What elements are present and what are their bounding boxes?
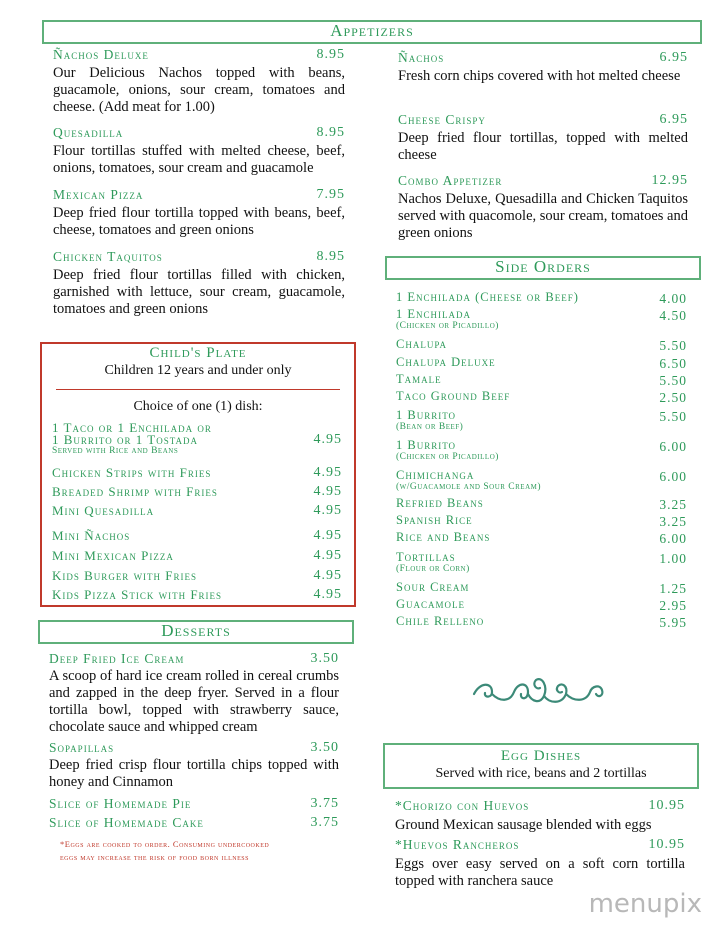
childs-plate-divider [56,389,340,390]
side-item-price: 4.00 [659,291,687,306]
kids-item-line: 1 Taco or 1 Enchilada or [52,420,212,435]
egg-dishes-subtitle: Served with rice, beans and 2 tortillas [435,766,647,781]
item-name: Sopapillas [49,740,115,755]
item-price: 8.95 [316,125,345,140]
side-item-price: 6.00 [659,531,687,546]
item-price: 4.95 [313,528,342,543]
side-item-price: 3.25 [659,514,687,529]
item-description: Flour tortillas stuffed with melted cheese, beef, onions, tomatoes, sour cream and guacamole [53,143,345,176]
egg-warning-note: *Eggs are cooked to order. Consuming undercooked [60,839,270,849]
swirl-ornament-icon [470,668,610,714]
item-price: 10.95 [648,798,685,813]
side-item-price: 6.00 [659,439,687,454]
kids-item-name: Chicken Strips with Fries [52,465,212,480]
item-description: Nachos Deluxe, Quesadilla and Chicken Taquitos served with quacomole, sour cream, tomatoes and green onions [398,191,688,241]
side-item-name: Spanish Rice [396,513,473,527]
side-item-name: Rice and Beans [396,530,491,544]
side-item-price: 6.50 [659,356,687,371]
side-item-price: 2.50 [659,390,687,405]
item-description: A scoop of hard ice cream rolled in cereal crumbs and zapped in the deep fryer. Served in a flour tortilla bowl, topped with strawberry sauce, chocolate sauce and whipped cream [49,668,339,735]
egg-dishes-title: Egg Dishes [500,748,582,764]
item-price: 4.95 [313,484,342,499]
childs-plate-title: Child's Plate [149,345,247,361]
kids-item-name: Mini Quesadilla [52,503,155,518]
item-description: Deep fried flour tortillas filled with chicken, garnished with lettuce, sour cream, guacamole, tomatoes and green onions [53,267,345,317]
item-price: 4.95 [313,587,342,602]
side-item-name: 1 Burrito [396,438,457,452]
side-item-name: 1 Burrito [396,408,457,422]
kids-item-name: Kids Burger with Fries [52,568,198,583]
item-name: Deep Fried Ice Cream [49,651,185,666]
item-description: Deep fried flour tortillas, topped with melted cheese [398,130,688,163]
kids-item-name: Mini Ñachos [52,528,131,543]
side-orders-title: Side Orders [495,257,591,276]
appetizers-title: Appetizers [330,21,414,40]
item-price: 4.95 [313,432,342,447]
item-description: Deep fried crisp flour tortilla chips topped with honey and Cinnamon [49,757,339,790]
side-item-name: 1 Enchilada [396,307,472,321]
item-price: 10.95 [648,837,685,852]
side-item-sub: (Chicken or Picadillo) [396,452,499,462]
item-name: Mexican Pizza [53,187,144,202]
side-item-sub: (Chicken or Picadillo) [396,321,499,331]
childs-plate-choice: Choice of one (1) dish: [133,399,263,414]
side-item-name: Tamale [396,372,442,386]
side-item-sub: (Bean or Beef) [396,422,464,432]
item-price: 4.95 [313,548,342,563]
kids-item-name: Breaded Shrimp with Fries [52,484,218,499]
item-description: Fresh corn chips covered with hot melted cheese [398,68,681,84]
item-price: 6.95 [659,50,688,65]
side-item-name: Refried Beans [396,496,484,510]
side-item-price: 3.25 [659,497,687,512]
item-price: 12.95 [651,173,688,188]
kids-item-line: 1 Burrito or 1 Tostada [52,432,198,447]
childs-plate-subtitle: Children 12 years and under only [104,363,292,378]
side-item-name: Chalupa Deluxe [396,355,496,369]
side-item-price: 5.50 [659,338,687,353]
item-price: 4.95 [313,503,342,518]
side-item-price: 1.00 [659,551,687,566]
item-price: 4.95 [313,465,342,480]
side-item-name: Chimichanga [396,468,475,482]
item-price: 4.95 [313,568,342,583]
side-item-name: Chile Relleno [396,614,485,628]
side-item-name: 1 Enchilada (Cheese or Beef) [396,290,579,304]
item-description: Our Delicious Nachos topped with beans, guacamole, onions, sour cream, tomatoes and cheese. (Add meat for 1.00) [53,65,345,115]
side-item-name: Chalupa [396,337,448,351]
side-item-price: 2.95 [659,598,687,613]
side-item-sub: (w/Guacamole and Sour Cream) [396,482,542,492]
item-price: 6.95 [659,112,688,127]
item-name: Chicken Taquitos [53,249,163,264]
item-description: Deep fried flour tortilla topped with beans, beef, cheese, tomatoes and green onions [53,205,345,238]
item-description: Ground Mexican sausage blended with eggs [395,817,652,833]
side-orders-list [396,291,687,631]
kids-item [52,420,342,460]
item-description: Eggs over easy served on a soft corn tortilla topped with ranchera sauce [395,856,685,889]
side-item-price: 1.25 [659,581,687,596]
side-item-price: 5.50 [659,409,687,424]
side-item-sub: (Flour or Corn) [396,564,470,574]
item-name: *Chorizo con Huevos [395,798,530,813]
item-name: Slice of Homemade Cake [49,815,204,830]
kids-item-sub: Served with Rice and Beans [52,446,179,456]
item-price: 3.75 [310,796,339,811]
kids-item-name: Kids Pizza Stick with Fries [52,587,223,602]
side-item-price: 6.00 [659,469,687,484]
egg-warning-note: eggs may increase the risk of food born illness [60,852,249,862]
item-name: Quesadilla [53,125,124,140]
item-name: *Huevos Rancheros [395,837,520,852]
watermark-logo: menupix [588,889,702,919]
side-item-price: 5.95 [659,615,687,630]
desserts-title: Desserts [161,621,231,640]
side-item-name: Tortillas [396,550,456,564]
kids-item-name: Mini Mexican Pizza [52,548,174,563]
item-price: 3.50 [310,740,339,755]
item-name: Ñachos Deluxe [53,47,149,62]
item-price: 3.50 [310,651,339,666]
side-item-price: 4.50 [659,308,687,323]
item-name: Cheese Crispy [398,112,486,127]
item-price: 3.75 [310,815,339,830]
item-price: 8.95 [316,47,345,62]
side-item-name: Sour Cream [396,580,470,594]
item-name: Slice of Homemade Pie [49,796,192,811]
item-price: 8.95 [316,249,345,264]
side-item-name: Taco Ground Beef [396,389,511,403]
item-name: Combo Appetizer [398,173,503,188]
item-name: Ñachos [398,50,445,65]
side-item-name: Guacamole [396,597,466,611]
item-price: 7.95 [316,187,345,202]
side-item-price: 5.50 [659,373,687,388]
